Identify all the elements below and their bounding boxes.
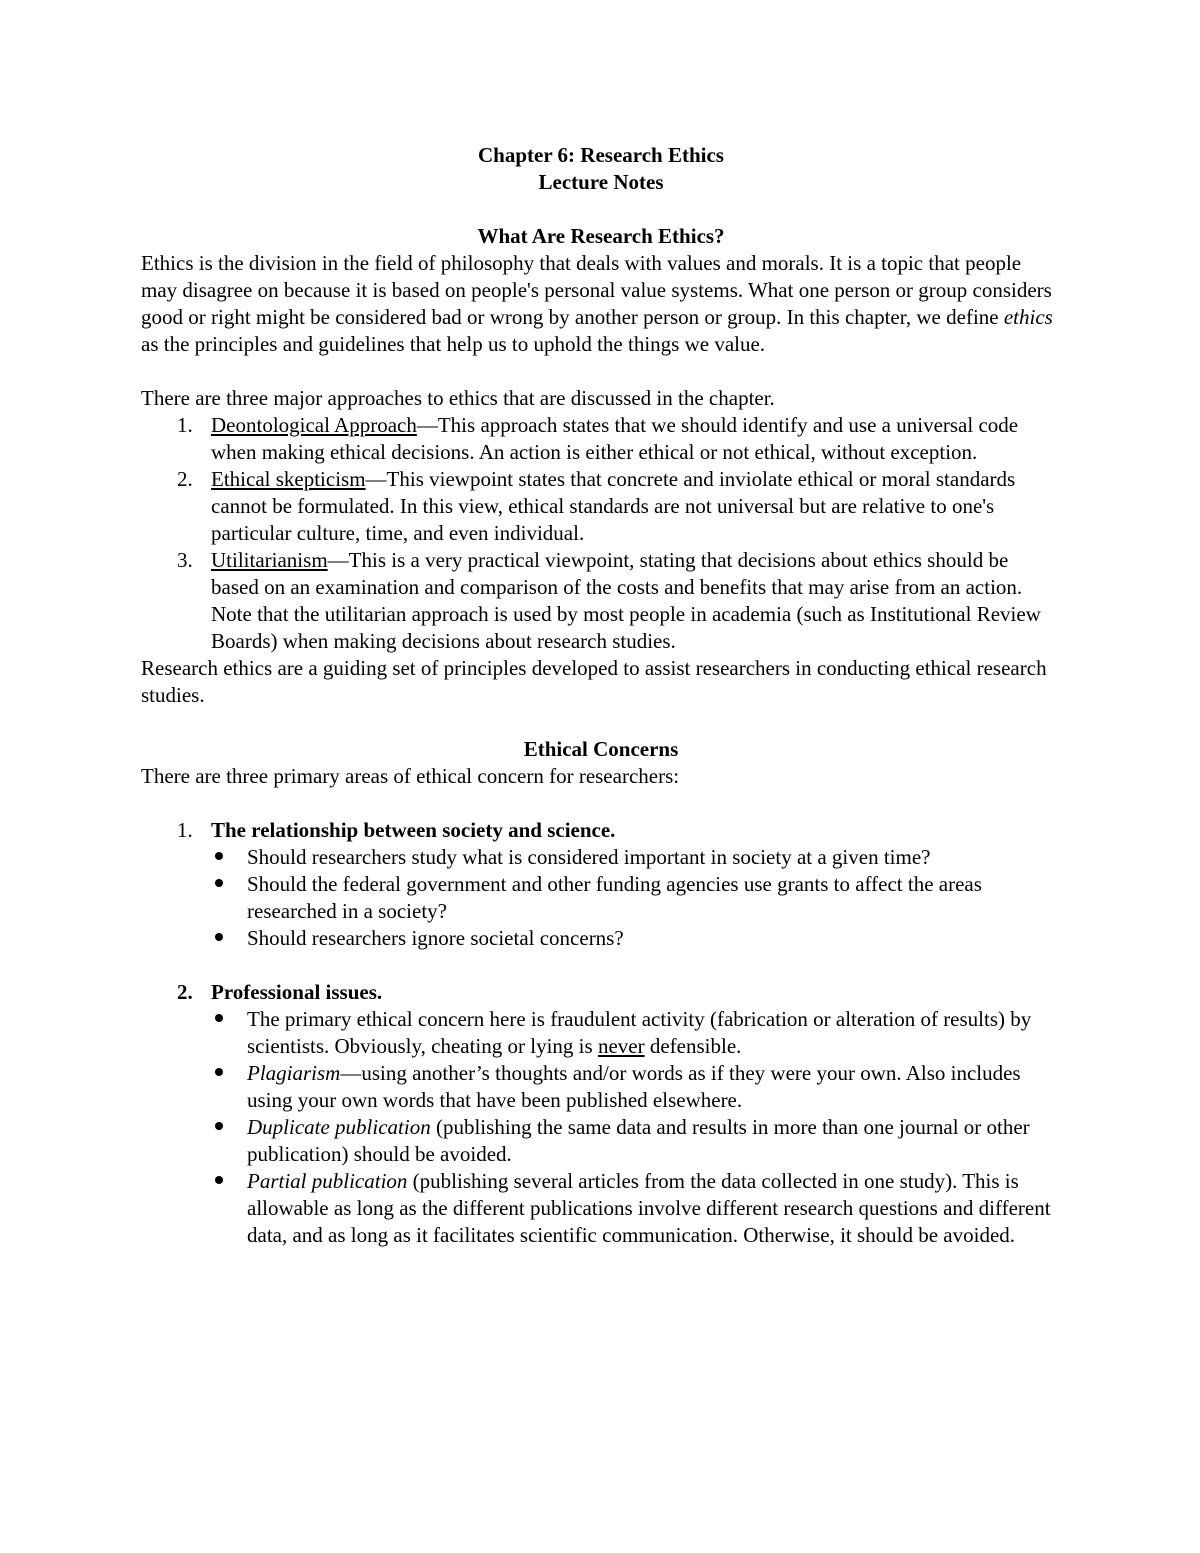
bullet-icon [215,1068,223,1076]
concern-area-title: Professional issues. [211,980,383,1004]
list-item [141,466,1061,547]
spacer [141,358,1061,385]
paragraph-text: Ethics is the division in the field of philosophy that deals with values and morals. It is a topic that people may disagree on because it is based on people's personal value systems. What one person or group considers good or right might be considered bad or wrong by another person or group. In this chapter, we define [141,251,1052,329]
term-partial-publication: Partial publication [247,1169,408,1193]
bullet-text: Should researchers study what is considered important in society at a given time? [247,845,931,869]
list-item [211,925,1061,952]
list-item [211,844,1061,871]
bullet-icon [215,1176,223,1184]
document-subtitle: Lecture Notes [538,170,664,194]
list-item [211,1006,1061,1060]
concern-area-professional-issues [141,979,1061,1249]
bullet-text: defensible. [644,1034,742,1058]
spacer [141,709,1061,736]
list-number: 1. [177,818,193,842]
term-plagiarism: Plagiarism [247,1061,341,1085]
list-number: 3. [177,548,193,572]
bullet-text: Should researchers ignore societal concerns? [247,926,624,950]
approach-text: —This is a very practical viewpoint, stating that decisions about ethics should be based on an examination and comparison of the costs and benefits that may arise from an action. Note that the utilitarian approach is used by most people in academia (such as Institutional Review Boards) when making decisions about research studies. [211,548,1041,653]
paragraph-text: as the principles and guidelines that help us to uphold the things we value. [141,332,766,356]
list-item [141,412,1061,466]
ethics-definition-paragraph [141,250,1061,358]
approach-term: Deontological Approach [211,413,417,437]
concerns-intro: There are three primary areas of ethical concern for researchers: [141,764,680,788]
approach-text: —This approach states that we should identify and use a universal code when making ethical decisions. An action is either ethical or not ethical, without exception. [211,413,1019,464]
term-duplicate-publication: Duplicate publication [247,1115,431,1139]
spacer [141,952,1061,979]
section-heading-research-ethics: What Are Research Ethics? [477,224,725,248]
list-item [211,1114,1061,1168]
bullet-text: Should the federal government and other funding agencies use grants to affect the areas researched in a society? [247,872,982,923]
bullet-icon [215,1122,223,1130]
bullet-icon [215,933,223,941]
bullet-icon [215,879,223,887]
spacer [141,790,1061,817]
document-page [141,142,1061,1249]
bullet-text: (publishing several articles from the data collected in one study). This is allowable as long as the different publications involve different research questions and different data, and as long as it facilitates scientific communication. Otherwise, it should be avoided. [247,1169,1051,1247]
list-item [211,871,1061,925]
approaches-intro: There are three major approaches to ethics that are discussed in the chapter. [141,386,775,410]
document-title: Chapter 6: Research Ethics [478,143,724,167]
approach-term: Ethical skepticism [211,467,366,491]
list-item [211,1168,1061,1249]
bullet-icon [215,1014,223,1022]
list-item [211,1060,1061,1114]
list-number: 1. [177,413,193,437]
spacer [141,196,1061,223]
concern-area-title: The relationship between society and science. [211,818,616,842]
approach-text: —This viewpoint states that concrete and inviolate ethical or moral standards cannot be formulated. In this view, ethical standards are not universal but are relative to one's particular culture, time, and even individual. [211,467,1016,545]
bullet-list [211,1006,1061,1249]
bullet-list [211,844,1061,952]
list-number: 2. [177,980,193,1004]
bullet-text: The primary ethical concern here is fraudulent activity (fabrication or alteration of results) by scientists. Obviously, cheating or lying is [247,1007,1032,1058]
bullet-icon [215,852,223,860]
section-heading-ethical-concerns: Ethical Concerns [523,737,679,761]
approaches-list [141,412,1061,655]
list-item [141,547,1061,655]
concern-area-society-science [141,817,1061,952]
ethics-term: ethics [1003,305,1053,329]
bullet-text: —using another’s thoughts and/or words as if they were your own. Also includes using your own words that have been published elsewhere. [247,1061,1021,1112]
list-number: 2. [177,467,193,491]
emphasis-never: never [597,1034,645,1058]
approach-term: Utilitarianism [211,548,328,572]
bullet-text: (publishing the same data and results in more than one journal or other publication) should be avoided. [247,1115,1030,1166]
research-ethics-closing: Research ethics are a guiding set of principles developed to assist researchers in conducting ethical research studies. [141,656,1047,707]
